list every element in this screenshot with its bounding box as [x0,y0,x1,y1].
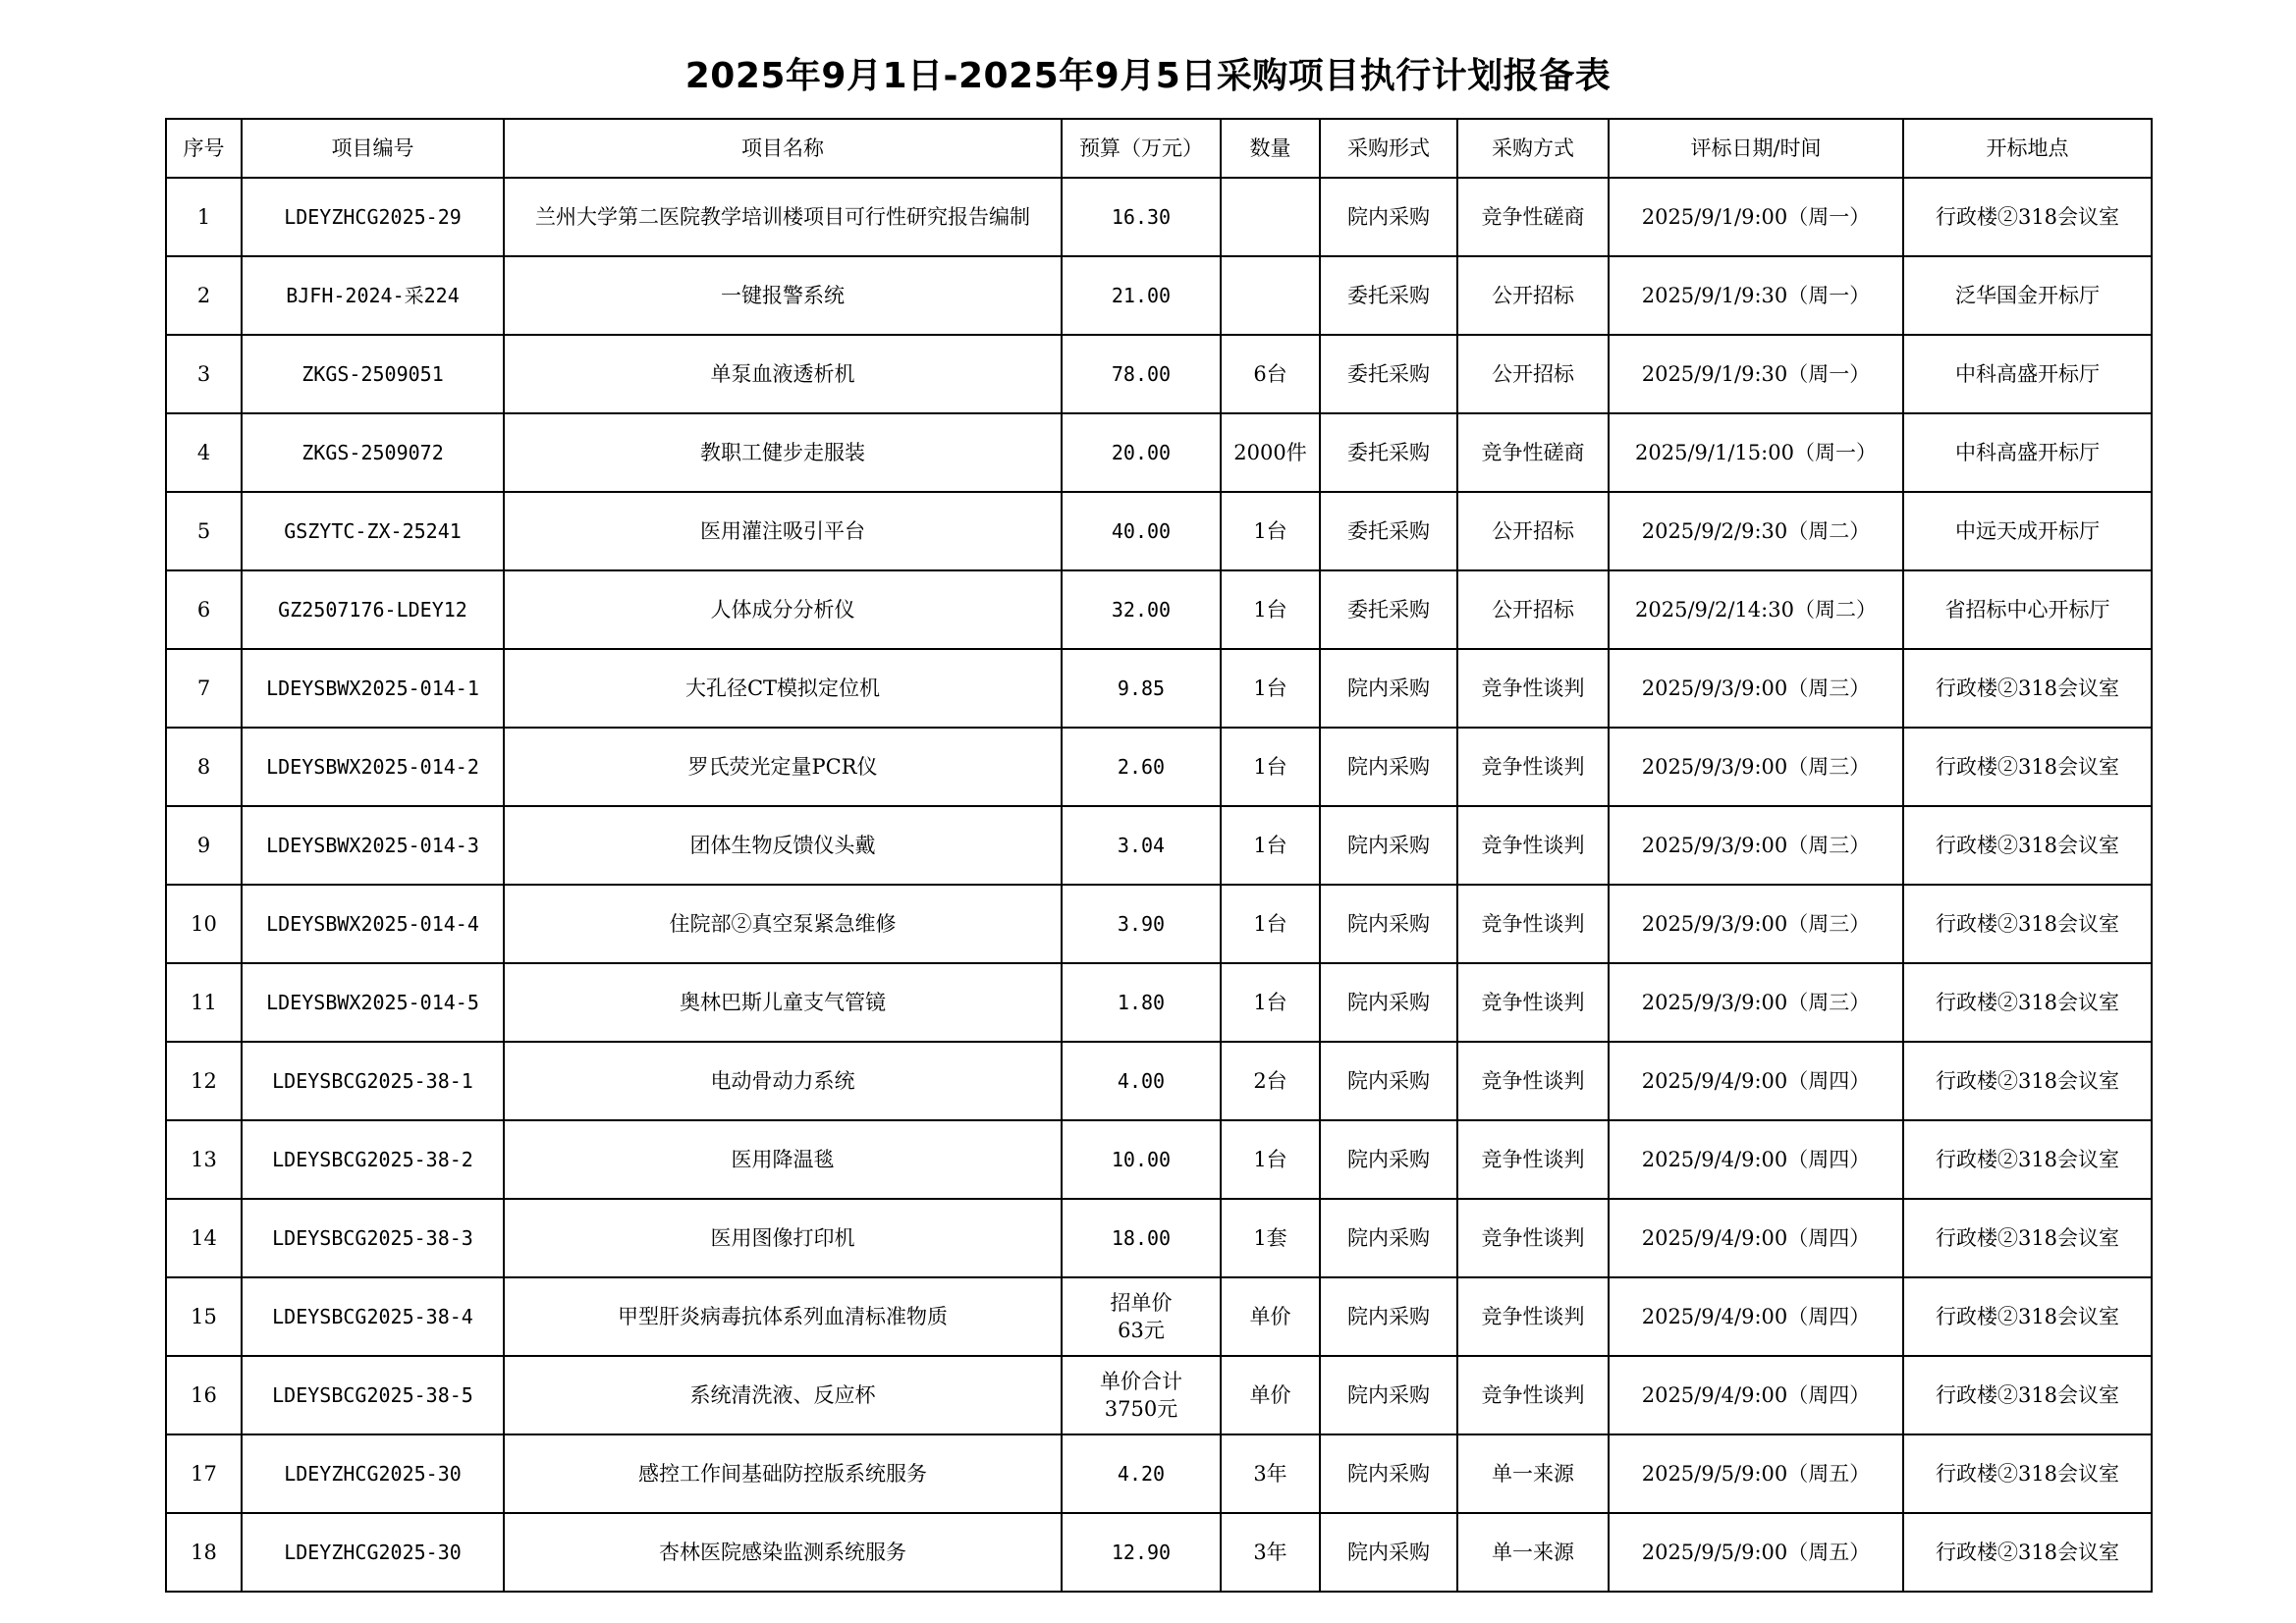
cell-no: 2 [166,256,242,335]
cell-name: 罗氏荧光定量PCR仪 [504,728,1062,806]
cell-datetime: 2025/9/3/9:00（周三） [1609,728,1903,806]
cell-datetime: 2025/9/1/9:30（周一） [1609,335,1903,413]
cell-qty: 1台 [1221,885,1320,963]
cell-method: 竞争性磋商 [1457,178,1609,256]
cell-no: 1 [166,178,242,256]
cell-qty: 1台 [1221,963,1320,1042]
cell-location: 行政楼②318会议室 [1903,963,2152,1042]
column-header-code: 项目编号 [242,119,504,178]
cell-location: 中科高盛开标厅 [1903,413,2152,492]
table-row [166,256,2152,335]
cell-form: 委托采购 [1320,335,1457,413]
cell-budget: 3.04 [1062,806,1221,885]
table-header-row [166,119,2152,178]
table-row [166,806,2152,885]
cell-form: 委托采购 [1320,492,1457,570]
table-row [166,335,2152,413]
column-header-budget: 预算（万元） [1062,119,1221,178]
cell-datetime: 2025/9/4/9:00（周四） [1609,1199,1903,1277]
cell-name: 电动骨动力系统 [504,1042,1062,1120]
cell-datetime: 2025/9/3/9:00（周三） [1609,885,1903,963]
cell-method: 公开招标 [1457,335,1609,413]
cell-location: 行政楼②318会议室 [1903,1513,2152,1592]
cell-method: 竞争性谈判 [1457,963,1609,1042]
cell-budget: 3.90 [1062,885,1221,963]
cell-form: 院内采购 [1320,885,1457,963]
cell-budget: 32.00 [1062,570,1221,649]
cell-method: 竞争性谈判 [1457,728,1609,806]
table-row [166,1199,2152,1277]
cell-form: 院内采购 [1320,1513,1457,1592]
cell-code: LDEYSBWX2025-014-3 [242,806,504,885]
cell-no: 4 [166,413,242,492]
table-row [166,1042,2152,1120]
cell-name: 大孔径CT模拟定位机 [504,649,1062,728]
cell-qty: 1台 [1221,806,1320,885]
cell-no: 8 [166,728,242,806]
cell-method: 公开招标 [1457,570,1609,649]
column-header-qty: 数量 [1221,119,1320,178]
cell-location: 行政楼②318会议室 [1903,1277,2152,1356]
cell-name: 医用降温毯 [504,1120,1062,1199]
table-row [166,963,2152,1042]
cell-method: 竞争性谈判 [1457,885,1609,963]
cell-location: 行政楼②318会议室 [1903,1120,2152,1199]
cell-code: LDEYZHCG2025-29 [242,178,504,256]
cell-budget: 1.80 [1062,963,1221,1042]
cell-code: LDEYZHCG2025-30 [242,1434,504,1513]
cell-method: 竞争性谈判 [1457,1120,1609,1199]
cell-datetime: 2025/9/2/14:30（周二） [1609,570,1903,649]
cell-method: 公开招标 [1457,492,1609,570]
column-header-name: 项目名称 [504,119,1062,178]
cell-datetime: 2025/9/1/9:00（周一） [1609,178,1903,256]
column-header-method: 采购方式 [1457,119,1609,178]
cell-budget: 2.60 [1062,728,1221,806]
cell-datetime: 2025/9/5/9:00（周五） [1609,1434,1903,1513]
cell-budget: 16.30 [1062,178,1221,256]
cell-code: LDEYSBWX2025-014-4 [242,885,504,963]
cell-code: LDEYSBWX2025-014-2 [242,728,504,806]
table-row [166,1434,2152,1513]
cell-method: 公开招标 [1457,256,1609,335]
cell-budget: 18.00 [1062,1199,1221,1277]
cell-datetime: 2025/9/4/9:00（周四） [1609,1356,1903,1434]
cell-datetime: 2025/9/1/15:00（周一） [1609,413,1903,492]
cell-code: LDEYSBCG2025-38-2 [242,1120,504,1199]
cell-location: 行政楼②318会议室 [1903,885,2152,963]
table-row [166,178,2152,256]
cell-datetime: 2025/9/5/9:00（周五） [1609,1513,1903,1592]
cell-form: 院内采购 [1320,1199,1457,1277]
cell-no: 11 [166,963,242,1042]
cell-code: LDEYSBCG2025-38-5 [242,1356,504,1434]
cell-budget: 4.20 [1062,1434,1221,1513]
cell-code: GSZYTC-ZX-25241 [242,492,504,570]
cell-code: BJFH-2024-采224 [242,256,504,335]
table-row [166,885,2152,963]
cell-form: 委托采购 [1320,570,1457,649]
table-row [166,413,2152,492]
cell-location: 行政楼②318会议室 [1903,1434,2152,1513]
table-body [166,178,2152,1592]
cell-name: 奥林巴斯儿童支气管镜 [504,963,1062,1042]
column-header-datetime: 评标日期/时间 [1609,119,1903,178]
cell-no: 10 [166,885,242,963]
cell-name: 兰州大学第二医院教学培训楼项目可行性研究报告编制 [504,178,1062,256]
cell-no: 3 [166,335,242,413]
cell-qty [1221,178,1320,256]
cell-qty: 3年 [1221,1434,1320,1513]
cell-form: 院内采购 [1320,806,1457,885]
cell-code: LDEYSBCG2025-38-3 [242,1199,504,1277]
cell-location: 中远天成开标厅 [1903,492,2152,570]
cell-no: 9 [166,806,242,885]
cell-method: 单一来源 [1457,1434,1609,1513]
cell-budget: 招单价 63元 [1062,1277,1221,1356]
cell-budget: 21.00 [1062,256,1221,335]
cell-no: 16 [166,1356,242,1434]
cell-code: ZKGS-2509051 [242,335,504,413]
cell-no: 14 [166,1199,242,1277]
cell-name: 杏林医院感染监测系统服务 [504,1513,1062,1592]
cell-form: 院内采购 [1320,1356,1457,1434]
cell-budget: 10.00 [1062,1120,1221,1199]
cell-method: 竞争性谈判 [1457,1356,1609,1434]
cell-qty [1221,256,1320,335]
cell-qty: 单价 [1221,1356,1320,1434]
cell-qty: 6台 [1221,335,1320,413]
cell-code: LDEYSBCG2025-38-4 [242,1277,504,1356]
cell-form: 院内采购 [1320,1120,1457,1199]
column-header-location: 开标地点 [1903,119,2152,178]
cell-qty: 1台 [1221,570,1320,649]
cell-qty: 1台 [1221,492,1320,570]
cell-datetime: 2025/9/3/9:00（周三） [1609,963,1903,1042]
cell-qty: 1台 [1221,728,1320,806]
cell-form: 院内采购 [1320,1042,1457,1120]
cell-location: 省招标中心开标厅 [1903,570,2152,649]
cell-budget: 40.00 [1062,492,1221,570]
cell-name: 单泵血液透析机 [504,335,1062,413]
cell-datetime: 2025/9/2/9:30（周二） [1609,492,1903,570]
cell-qty: 1套 [1221,1199,1320,1277]
table-row [166,1513,2152,1592]
cell-name: 住院部②真空泵紧急维修 [504,885,1062,963]
cell-code: ZKGS-2509072 [242,413,504,492]
cell-name: 医用灌注吸引平台 [504,492,1062,570]
cell-name: 团体生物反馈仪头戴 [504,806,1062,885]
column-header-no: 序号 [166,119,242,178]
cell-no: 18 [166,1513,242,1592]
table-row [166,1277,2152,1356]
cell-code: LDEYSBCG2025-38-1 [242,1042,504,1120]
cell-code: LDEYSBWX2025-014-1 [242,649,504,728]
cell-method: 单一来源 [1457,1513,1609,1592]
cell-form: 院内采购 [1320,963,1457,1042]
cell-form: 院内采购 [1320,649,1457,728]
cell-method: 竞争性谈判 [1457,806,1609,885]
table-row [166,570,2152,649]
cell-no: 13 [166,1120,242,1199]
cell-qty: 1台 [1221,1120,1320,1199]
cell-code: GZ2507176-LDEY12 [242,570,504,649]
cell-location: 行政楼②318会议室 [1903,1356,2152,1434]
cell-form: 院内采购 [1320,1434,1457,1513]
cell-name: 一键报警系统 [504,256,1062,335]
cell-no: 7 [166,649,242,728]
cell-datetime: 2025/9/4/9:00（周四） [1609,1042,1903,1120]
column-header-form: 采购形式 [1320,119,1457,178]
cell-budget: 单价合计 3750元 [1062,1356,1221,1434]
table-row [166,649,2152,728]
cell-location: 行政楼②318会议室 [1903,728,2152,806]
cell-name: 医用图像打印机 [504,1199,1062,1277]
cell-qty: 2台 [1221,1042,1320,1120]
cell-form: 院内采购 [1320,1277,1457,1356]
cell-qty: 1台 [1221,649,1320,728]
cell-qty: 3年 [1221,1513,1320,1592]
cell-form: 委托采购 [1320,256,1457,335]
cell-name: 系统清洗液、反应杯 [504,1356,1062,1434]
cell-qty: 单价 [1221,1277,1320,1356]
cell-form: 院内采购 [1320,178,1457,256]
table-row [166,728,2152,806]
cell-budget: 78.00 [1062,335,1221,413]
cell-method: 竞争性谈判 [1457,649,1609,728]
cell-budget: 12.90 [1062,1513,1221,1592]
cell-name: 甲型肝炎病毒抗体系列血清标准物质 [504,1277,1062,1356]
cell-datetime: 2025/9/3/9:00（周三） [1609,806,1903,885]
page-title: 2025年9月1日-2025年9月5日采购项目执行计划报备表 [684,56,1612,96]
cell-name: 感控工作间基础防控版系统服务 [504,1434,1062,1513]
cell-location: 行政楼②318会议室 [1903,178,2152,256]
cell-qty: 2000件 [1221,413,1320,492]
cell-form: 委托采购 [1320,413,1457,492]
cell-datetime: 2025/9/3/9:00（周三） [1609,649,1903,728]
cell-no: 6 [166,570,242,649]
cell-method: 竞争性谈判 [1457,1277,1609,1356]
cell-method: 竞争性磋商 [1457,413,1609,492]
table-row [166,492,2152,570]
cell-datetime: 2025/9/4/9:00（周四） [1609,1120,1903,1199]
cell-no: 17 [166,1434,242,1513]
cell-location: 行政楼②318会议室 [1903,1199,2152,1277]
cell-datetime: 2025/9/4/9:00（周四） [1609,1277,1903,1356]
cell-name: 人体成分分析仪 [504,570,1062,649]
cell-budget: 4.00 [1062,1042,1221,1120]
cell-datetime: 2025/9/1/9:30（周一） [1609,256,1903,335]
cell-no: 5 [166,492,242,570]
table-row [166,1120,2152,1199]
cell-budget: 20.00 [1062,413,1221,492]
procurement-table [165,118,2153,1593]
cell-location: 中科高盛开标厅 [1903,335,2152,413]
cell-location: 行政楼②318会议室 [1903,806,2152,885]
cell-location: 行政楼②318会议室 [1903,649,2152,728]
cell-no: 12 [166,1042,242,1120]
cell-method: 竞争性谈判 [1457,1199,1609,1277]
cell-location: 行政楼②318会议室 [1903,1042,2152,1120]
cell-name: 教职工健步走服装 [504,413,1062,492]
cell-method: 竞争性谈判 [1457,1042,1609,1120]
cell-code: LDEYSBWX2025-014-5 [242,963,504,1042]
cell-location: 泛华国金开标厅 [1903,256,2152,335]
cell-form: 院内采购 [1320,728,1457,806]
cell-no: 15 [166,1277,242,1356]
table-row [166,1356,2152,1434]
cell-budget: 9.85 [1062,649,1221,728]
cell-code: LDEYZHCG2025-30 [242,1513,504,1592]
